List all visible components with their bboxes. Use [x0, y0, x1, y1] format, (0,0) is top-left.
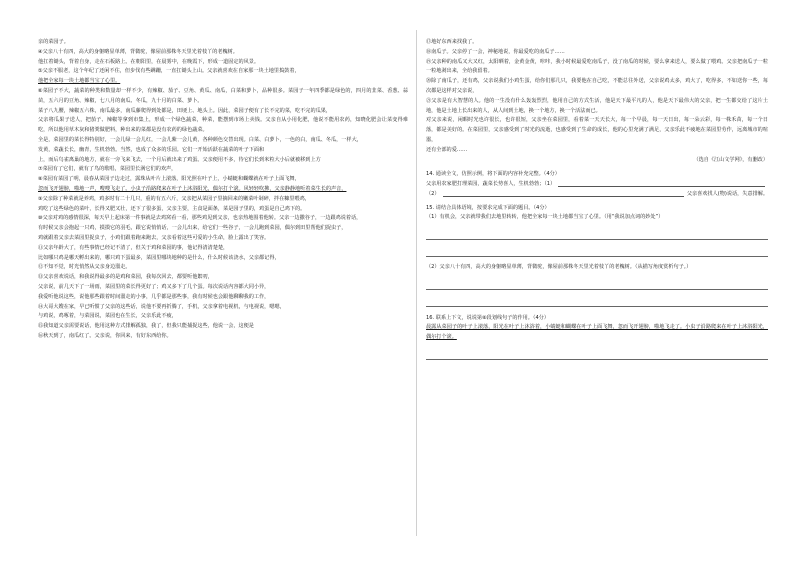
paragraph: 上，而后鸟雀离巢的地方，就在一旁飞来飞去，一个月后就出来了鸡蛋。父亲便用不多，待它们长到米粒大小后就被移到上方 — [38, 156, 321, 163]
reading-passage-left — [38, 38, 408, 342]
paragraph: ⑬父亲喜欢说话，和我说得最多的是鸡和菜园，我每次回去，都要听他絮叨， — [38, 274, 213, 281]
question-14-example: 父亲用农家肥打理菜园，蔬菜长势喜人，生机勃勃；（1） — [426, 181, 556, 188]
paragraph: 比如哪只鸡是哪天孵出来的，哪只鸡下蛋最多，菜园里哪块地种的是什么，什么时候该浇水，父亲都记得， — [38, 254, 280, 261]
answer-line[interactable] — [426, 240, 768, 257]
paragraph: ⑩父亲对鸡的感情很深，每天早上起床第一件事就是去鸡窝看一看，那些鸡见到父亲，也亲热地围着他转。父亲一边撒谷子，一边跟鸡说着话， — [38, 215, 362, 222]
paragraph: ⑲父亲种的南瓜又大又红，太阳晒着，金黄金黄，咔咔，我小时候最爱吃南瓜子，没了南瓜的时候，要么拿来送人，要么做了喂鸡。父亲把南瓜子一粒一粒地剥出来，全给我留着。 — [426, 58, 768, 75]
underlined-sentence: 他把全家每一块土地都当宝了心里。 — [38, 78, 121, 85]
question-14-title: 14. 通读全文，仿照示例，将下面的内容补充完整。（4分） — [426, 171, 560, 178]
paragraph: 全是，菜园里的菜长得特别好，一会儿绿一会儿红，一会儿紫一会儿黄，各种颜色交替出现。白菜、白萝卜，一色的白，南瓜、冬瓜，一样大， — [38, 136, 362, 143]
reading-passage-right — [426, 38, 768, 360]
paragraph: ⑤父亲不服老，这个年纪了还闲不住，但步伐有些蹒跚，一直扛锄头上山。父亲就喜欢在自家那一块土地里捣鼓着， — [38, 68, 300, 75]
underlined-sentence: 忽而飞开翅膀，啪地一声，嗖嗖飞走了。小虫子沿路爬来在叶子上沐浴阳光，偶尔打个滚。风轻轻吹拂，父亲静静地听着菜生长的声音， — [38, 185, 347, 192]
paragraph: ④父亲八十有四，高大的身躯略显单薄，背微驼，像屋前那株冬天里光着枝丫的老槐树。 — [38, 48, 238, 55]
paragraph: ⑨父亲除了种菜就是养鸡，鸡多时有二十几只，重的有五六斤，父亲把从菜园子里摘回来的嫩菜叶剁碎，拌在糠里喂鸡， — [38, 195, 310, 202]
paragraph: ⑧菜园有菜园了明，晨春从菜园子边走过，露珠从叶片上滚落，阳光照在叶子上，小蜻蜓和蝴蝶就在叶子上面飞舞， — [38, 176, 300, 183]
paragraph: 与鸡说，鸡啄着，与菜园说，菜园也在生长，父亲乐此不疲， — [38, 313, 177, 320]
paragraph: ⑥菜园子不大，蔬菜的种类和数量却一样不少，有辣椒、茄子、豆角、黄瓜、南瓜，白菜和萝卜，品种很多。菜园子一年四季都是绿色的，四月的韭菜、香葱、蒜苗，五六月的豆角、辣椒，七八月的南瓜、冬瓜，九十月的白菜、萝卜。 — [38, 87, 408, 104]
paragraph: ㉑父亲是有大智慧的人。他的一生没有什么轰轰烈烈，他用自己的方式生活，他是天下最平凡的人，他是天下最伟大的父亲，把一生都交给了这片土地，他是土地上长出来的人，从人间到土地，换一个地方，换一个活法而已。 — [426, 97, 768, 114]
paragraph: 亲的菜园子。 — [38, 39, 69, 45]
question-14-item-2-tail: 父亲喜欢找人(物)说话，失意排解。 — [686, 191, 768, 198]
answer-line[interactable] — [426, 223, 768, 240]
answer-blank[interactable] — [443, 189, 684, 197]
answer-line[interactable] — [426, 290, 768, 307]
paragraph: 父亲说，前几天下了一场雨，菜园里的菜长得更好了；鸡又多下了几个蛋。每次说话内容都大同小异， — [38, 283, 270, 290]
paragraph: 菜子八九腰，辣椒五六株，南瓜最多，南瓜藤爬得到处都是，田埂上、地头上。因此，菜园子便有了长不完的菜，吃不完的瓜果， — [38, 107, 332, 114]
answer-line[interactable] — [426, 343, 768, 360]
question-15-item-1: （1）有机会，父亲就带我们去地里转转，他把全家每一块土地都当宝了心里。（用“我说加点词的妙处”） — [426, 214, 664, 221]
paragraph: ⑦菜园有了它们，就有了鸟的歌唱，菜园里长满它们的欢声， — [38, 166, 177, 173]
question-16-quote: 晨露从菜园子的叶子上滚落，阳光在叶子上沐浴着，小蜻蜓和蝴蝶在叶子上面飞舞，忽而飞开翅膀，啪地飞走了。小虫子沿路爬来在叶子上沐浴阳光，偶尔打个滚。 — [426, 323, 768, 340]
paragraph: ⑭大哥大嫂在家，早已听惯了父亲的这些话，说他不要再折腾了，手机，父亲拿着电视机，与电视说，嗯嗯， — [38, 303, 285, 310]
paragraph: ⑱南瓜子。父亲停了一会，神秘地说，你最爱吃的南瓜子…… — [426, 48, 565, 55]
paragraph: 鸡吃了这些绿色的菜叶，长得又肥又壮，还下了很多蛋，父亲主要，主食是面条，菜是园子里的，鸡蛋是自己鸡下的。 — [38, 205, 306, 212]
question-16-title: 16. 联系上下文，说说第⑧段划线句子的作用。（4分） — [426, 314, 550, 321]
paragraph: 还有全部的爱…… — [426, 146, 468, 153]
paragraph: ⑪父亲年龄大了，有些事情已经记不清了，但关于鸡和菜园的事，他记得清清楚楚， — [38, 244, 229, 251]
paragraph: ⑯秋天到了，南瓜红了。父亲说，你回来，有好东西给你。 — [38, 332, 172, 339]
question-15-item-2: （2）父亲八十有四，高大的身躯略显单薄，背微驼，像屋前那株冬天里光着枝丫的老槐树。（从描写角度赏析句子。） — [426, 264, 692, 271]
paragraph: 发黄，菜蔬长长，幽青，生机勃勃。当然，也成了众多的乐园。它们一开始活跃在蔬菜的叶子下面和 — [38, 146, 265, 153]
question-15-title: 15. 请结合具体语境，按要求完成下面的题目。（4分） — [426, 205, 550, 212]
question-14-line-1 — [426, 179, 768, 189]
source-citation: （选自《江山文学网》，有删改） — [693, 156, 768, 163]
question-14-item-2-label: （2） — [426, 191, 440, 198]
paragraph: 我爱听他说这些，说他那些跟着时间溜走的小事，几乎都是那些事，我有时候也会跟他聊聊我的工作， — [38, 293, 270, 300]
paragraph: ⑫不知不觉，时光悄然从父亲身边溜走。 — [38, 264, 131, 271]
paragraph: ⑳除了南瓜子，还有鸡，父亲说我们小鸡生蛋，给你们那几只，我要他在自己吃，不能总往外送，父亲说鸡太多，鸡大了，吃得多，不如送你一些，每次都是这样对父亲说， — [426, 78, 768, 94]
answer-blank[interactable] — [558, 179, 765, 187]
paragraph: 父亲将瓜果子送人，把茄子、辣椒等拿到市集上，形成一个绿色蔬菜，种菜，能摆到市场上卖钱。父亲自从小用化肥，他说不能用农药，知晓化肥会让菜变得难吃，所以他用草木灰和猪粪做肥料，种出来的菜都是没有农药的绿色蔬菜。 — [38, 117, 408, 134]
question-14-line-2 — [426, 189, 768, 199]
column-divider — [416, 30, 417, 536]
paragraph: 对父亲来说，闲暇时光也许很长，也许很短，父亲坐在菜园里，看着菜一天天长大，每一个早晨，每一天日出，每一朵云彩，每一株禾苗，每一个日落，都是美好的。在菜园里，父亲感受到了时光的流逝，也感受到了生命的成长，他的心里充满了满足，父亲乐此不疲地在菜园里劳作，远离城市的喧嚣， — [426, 117, 768, 143]
paragraph: 有时候父亲会抱起一只鸡，摸摸它的羽毛，跟它说悄悄话，一会儿出来，给它们一些谷子，一会儿跑到菜园，偶尔到田里帮他们捉虫子， — [38, 225, 347, 232]
paragraph: 他扛着锄头，背着自身，走在石板路上。在朝阳里，在晨雾中，在晚霞下，形成一道固定的风景。 — [38, 58, 260, 65]
paragraph: ⑰地好东西来找我了。 — [426, 39, 478, 45]
paragraph: ⑮我知道父亲需要说话，他用这种方式排解孤独，我了，但我只能捕捉这些，他说一会，这便是 — [38, 323, 254, 330]
paragraph: 鸡就跟着父亲去菜园里捉虫子，小鸡们跟着跑来跑去，父亲看着这些可爱的小生命，脸上露出了笑容。 — [38, 234, 270, 241]
answer-line[interactable] — [426, 273, 768, 290]
